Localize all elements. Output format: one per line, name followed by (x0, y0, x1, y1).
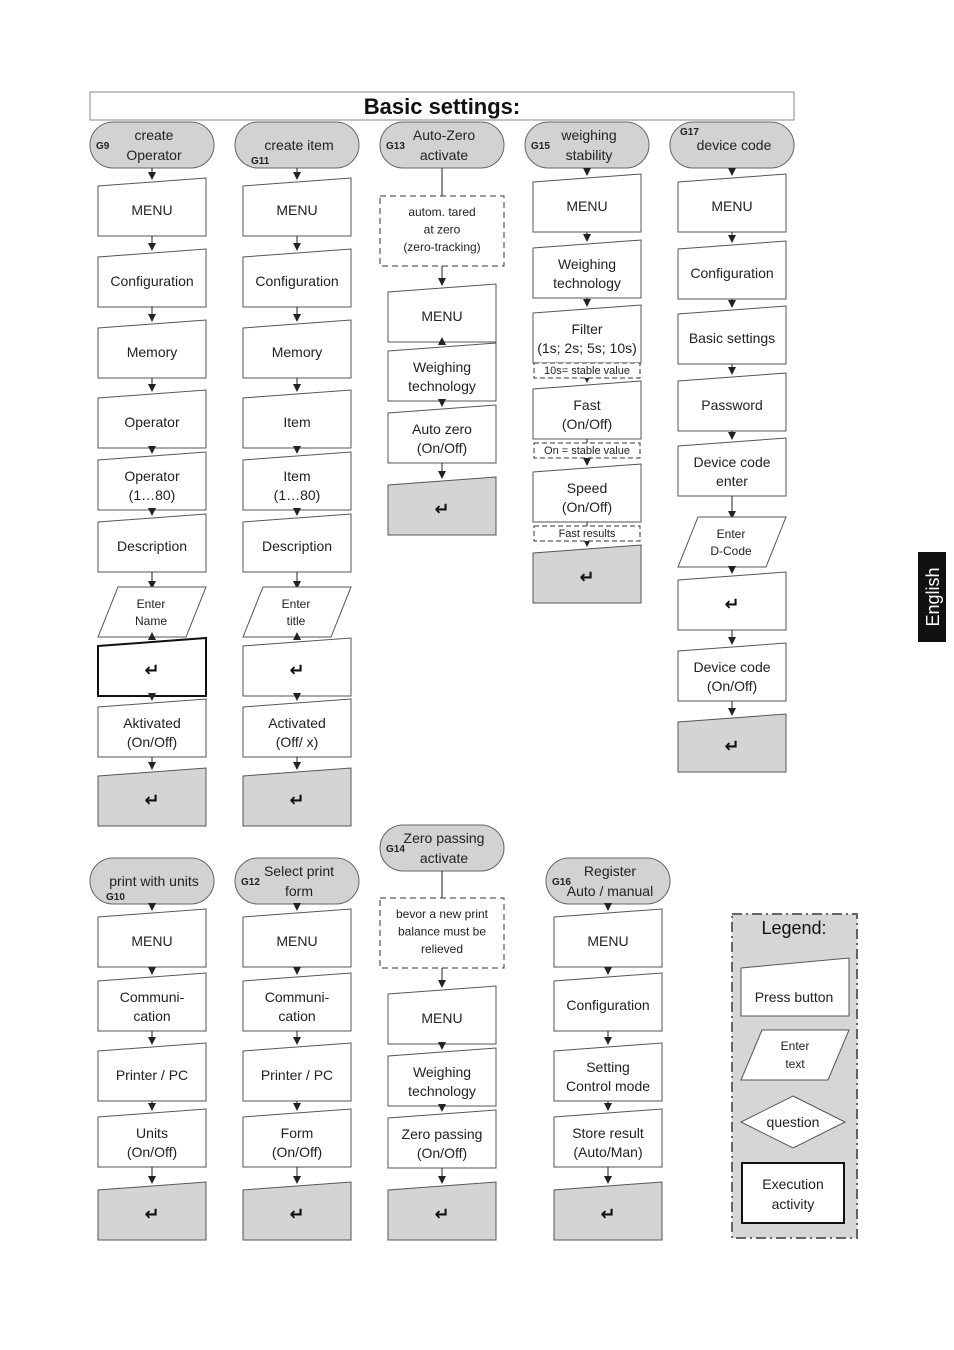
step-label-line2: (1s; 2s; 5s; 10s) (537, 340, 637, 356)
flow-step-g17-2 (678, 306, 786, 364)
step-label: Configuration (690, 265, 774, 281)
language-tab-label: English (923, 567, 943, 627)
flow-step-g17-6 (678, 572, 786, 630)
step-label: MENU (131, 202, 173, 218)
flow-step-g11-9 (243, 768, 351, 826)
step-label-line2: (Off/ x) (275, 734, 319, 750)
enter-text-shape (678, 517, 786, 567)
step-label: MENU (566, 198, 608, 214)
step-label-line2: technology (553, 275, 621, 291)
step-label-line2: (On/Off) (416, 440, 468, 456)
step-label: Configuration (255, 273, 339, 289)
flow-step-g11-0 (243, 178, 351, 236)
step-label-line1: Store result (572, 1125, 644, 1141)
enter-text-shape (98, 587, 206, 637)
flow-note-line: (zero-tracking) (403, 240, 481, 254)
flow-head-line2: form (285, 883, 313, 899)
flow-head-line1: create (134, 127, 174, 143)
step-label-line2: (Auto/Man) (573, 1144, 643, 1160)
flow-g12 (235, 858, 359, 1240)
enter-key-icon: ↵ (434, 499, 450, 520)
flow-code-g12: G12 (241, 877, 260, 888)
step-label-line2: (On/Off) (561, 416, 613, 432)
step-label-line1: Auto zero (412, 421, 472, 437)
flow-code-g13: G13 (386, 141, 405, 152)
flow-g11 (235, 122, 359, 826)
flow-step-g17-0 (678, 174, 786, 232)
step-label-line1: Device code (693, 659, 771, 675)
flow-small-note-text: On = stable value (544, 445, 630, 457)
flow-step-g11-1 (243, 249, 351, 307)
step-label: Item (283, 414, 311, 430)
enter-key-icon: ↵ (724, 736, 740, 757)
step-label-line1: Activated (268, 715, 326, 731)
flow-step-g14-1 (388, 1048, 496, 1106)
enter-key-icon: ↵ (144, 790, 160, 811)
step-label: Printer / PC (115, 1067, 189, 1083)
flow-head-line1: Auto-Zero (412, 127, 476, 143)
flows-layer (90, 122, 794, 1240)
enter-key-icon: ↵ (724, 594, 740, 615)
enter-key-icon: ↵ (289, 790, 305, 811)
legend-execution-line1: Execution (762, 1176, 824, 1192)
flow-step-g11-8 (243, 699, 351, 757)
flow-g17 (670, 122, 794, 772)
flow-head-line1: Register (583, 863, 637, 879)
step-label-line1: Operator (124, 468, 180, 484)
flow-step-g16-4 (554, 1182, 662, 1240)
enter-key-icon: ↵ (434, 1204, 450, 1225)
flow-head-line2: activate (419, 850, 469, 866)
flow-step-g12-4 (243, 1182, 351, 1240)
legend-execution-shape (742, 1163, 844, 1223)
flow-step-g10-0 (98, 909, 206, 967)
step-label-line2: D-Code (710, 544, 752, 558)
step-label-line1: Enter (281, 597, 311, 611)
step-label-line2: title (286, 614, 306, 628)
legend-press-button-label: Press button (754, 989, 834, 1005)
flow-code-g16: G16 (552, 877, 571, 888)
flow-code-g11: G11 (251, 156, 270, 167)
step-label-line1: Zero passing (401, 1126, 483, 1142)
step-label: MENU (587, 933, 629, 949)
step-label-line1: Aktivated (123, 715, 181, 731)
flow-step-g11-2 (243, 320, 351, 378)
flow-step-g9-3 (98, 390, 206, 448)
flow-step-g15-3 (533, 381, 641, 439)
step-label-line2: (On/Off) (561, 499, 613, 515)
step-label: MENU (421, 1010, 463, 1026)
step-label-line1: Form (280, 1125, 314, 1141)
flow-note-line: relieved (420, 942, 464, 956)
step-label: MENU (276, 202, 318, 218)
flow-g10 (90, 858, 214, 1240)
step-label-line1: Weighing (412, 359, 472, 375)
flow-g16 (546, 858, 670, 1240)
step-label-line1: Communi- (119, 989, 185, 1005)
flow-step-g16-3 (554, 1109, 662, 1167)
flow-g13 (380, 122, 504, 535)
step-label-line1: Device code (693, 454, 771, 470)
flow-head-line2: Operator (126, 147, 182, 163)
flow-head-line1: weighing (561, 127, 617, 143)
flow-step-g15-5 (533, 545, 641, 603)
flow-step-g13-3 (388, 477, 496, 535)
step-label-line2: (On/Off) (271, 1144, 323, 1160)
step-label: Operator (124, 414, 180, 430)
step-label-line2: (On/Off) (416, 1145, 468, 1161)
step-label-line2: technology (408, 1083, 476, 1099)
step-label-line1: Enter (136, 597, 166, 611)
flow-step-g17-3 (678, 373, 786, 431)
step-label-line1: Enter (716, 527, 746, 541)
step-label: MENU (421, 308, 463, 324)
flow-head-line2: stability (565, 147, 613, 163)
flow-note-line: autom. tared (408, 205, 476, 219)
flow-step-g10-4 (98, 1182, 206, 1240)
flow-step-g14-3 (388, 1182, 496, 1240)
step-label-line1: Setting (586, 1059, 630, 1075)
flow-step-g12-3 (243, 1109, 351, 1167)
enter-key-icon: ↵ (144, 1204, 160, 1225)
enter-key-icon: ↵ (579, 567, 595, 588)
flow-step-g11-7 (243, 638, 351, 696)
flow-code-g14: G14 (386, 844, 405, 855)
flow-step-g14-0 (388, 986, 496, 1044)
step-label: Configuration (110, 273, 194, 289)
flow-step-g9-6 (98, 587, 206, 637)
flow-step-g17-4 (678, 438, 786, 496)
legend-question-label: question (766, 1114, 820, 1130)
flow-step-g17-7 (678, 643, 786, 701)
step-label-line2: (1…80) (128, 487, 176, 503)
flow-code-g15: G15 (531, 141, 550, 152)
step-label-line1: Communi- (264, 989, 330, 1005)
flow-step-g9-5 (98, 514, 206, 572)
step-label: Description (116, 538, 188, 554)
flow-head-line1: Zero passing (403, 830, 485, 846)
flow-head-line1: device code (696, 137, 772, 153)
flow-step-g17-8 (678, 714, 786, 772)
flow-step-g11-4 (243, 452, 351, 510)
flow-step-g15-4 (533, 464, 641, 522)
flow-step-g11-6 (243, 587, 351, 637)
enter-key-icon: ↵ (144, 660, 160, 681)
enter-key-icon: ↵ (289, 1204, 305, 1225)
enter-text-shape (243, 587, 351, 637)
step-label-line2: (On/Off) (706, 678, 758, 694)
step-label: Printer / PC (260, 1067, 334, 1083)
flow-step-g17-5 (678, 517, 786, 567)
step-label-line2: (On/Off) (126, 1144, 178, 1160)
step-label-line2: enter (716, 473, 748, 489)
step-label: Memory (126, 344, 178, 360)
flow-step-g11-5 (243, 514, 351, 572)
flow-head-line1: create item (264, 137, 334, 153)
step-label-line1: Filter (571, 321, 603, 337)
step-label: MENU (711, 198, 753, 214)
step-label: Memory (271, 344, 323, 360)
flow-code-g17: G17 (680, 127, 699, 138)
flow-note-line: balance must be (397, 924, 487, 939)
flow-step-g13-1 (388, 343, 496, 401)
flow-step-g15-2 (533, 305, 641, 363)
flow-step-g10-1 (98, 973, 206, 1031)
diagram-title: Basic settings: (363, 94, 521, 119)
flow-step-g13-0 (388, 284, 496, 342)
flow-head-line2: Auto / manual (566, 883, 654, 899)
flow-step-g15-1 (533, 240, 641, 298)
flow-head-line1: print with units (109, 873, 199, 889)
flow-step-g10-2 (98, 1043, 206, 1101)
step-label-line1: Weighing (412, 1064, 472, 1080)
legend-title: Legend: (761, 918, 827, 938)
flow-step-g12-2 (243, 1043, 351, 1101)
flow-note-line: bevor a new print (395, 907, 489, 921)
step-label-line1: Units (136, 1125, 168, 1141)
flow-step-g9-4 (98, 452, 206, 510)
step-label-line2: (On/Off) (126, 734, 178, 750)
step-label-line1: Item (283, 468, 311, 484)
flow-head-line1: Select print (263, 863, 335, 879)
flow-step-g11-3 (243, 390, 351, 448)
step-label: Description (261, 538, 333, 554)
flow-head-line2: activate (419, 147, 469, 163)
flow-step-g10-3 (98, 1109, 206, 1167)
step-label-line2: Name (134, 614, 168, 628)
step-label-line1: Speed (566, 480, 608, 496)
flow-step-g17-1 (678, 241, 786, 299)
flow-step-g9-8 (98, 699, 206, 757)
step-label-line2: cation (133, 1008, 171, 1024)
legend (732, 914, 857, 1238)
flow-step-g12-0 (243, 909, 351, 967)
flow-step-g13-2 (388, 405, 496, 463)
flow-step-g9-7 (98, 638, 206, 696)
step-label: MENU (131, 933, 173, 949)
legend-enter-text-line1: Enter (780, 1039, 810, 1053)
step-label-line1: Fast (573, 397, 601, 413)
flow-small-note-text: Fast results (558, 528, 616, 540)
flow-step-g16-1 (554, 973, 662, 1031)
flow-g14 (380, 825, 504, 1240)
step-label: MENU (276, 933, 318, 949)
step-label: Basic settings (688, 330, 776, 346)
flow-g9 (90, 122, 214, 826)
step-label-line2: Control mode (565, 1078, 651, 1094)
legend-press-button-shape (741, 958, 849, 1016)
flow-step-g16-0 (554, 909, 662, 967)
flow-step-g9-9 (98, 768, 206, 826)
flow-step-g9-2 (98, 320, 206, 378)
flow-g15 (525, 122, 649, 603)
flow-step-g9-0 (98, 178, 206, 236)
legend-enter-text-line2: text (785, 1057, 805, 1071)
step-label: Password (701, 397, 763, 413)
step-label-line2: cation (278, 1008, 316, 1024)
step-label-line2: technology (408, 378, 476, 394)
flow-small-note-text: 10s= stable value (544, 365, 630, 377)
step-label-line2: (1…80) (273, 487, 321, 503)
flow-note-line: at zero (423, 222, 461, 237)
flow-step-g16-2 (554, 1043, 662, 1101)
flow-step-g9-1 (98, 249, 206, 307)
flow-step-g14-2 (388, 1110, 496, 1168)
flow-step-g15-0 (533, 174, 641, 232)
legend-execution-line2: activity (771, 1196, 815, 1212)
flow-code-g10: G10 (106, 892, 125, 903)
step-label-line1: Weighing (557, 256, 617, 272)
flow-code-g9: G9 (96, 141, 110, 152)
enter-key-icon: ↵ (600, 1204, 616, 1225)
enter-key-icon: ↵ (289, 660, 305, 681)
flow-step-g12-1 (243, 973, 351, 1031)
step-label: Configuration (566, 997, 650, 1013)
